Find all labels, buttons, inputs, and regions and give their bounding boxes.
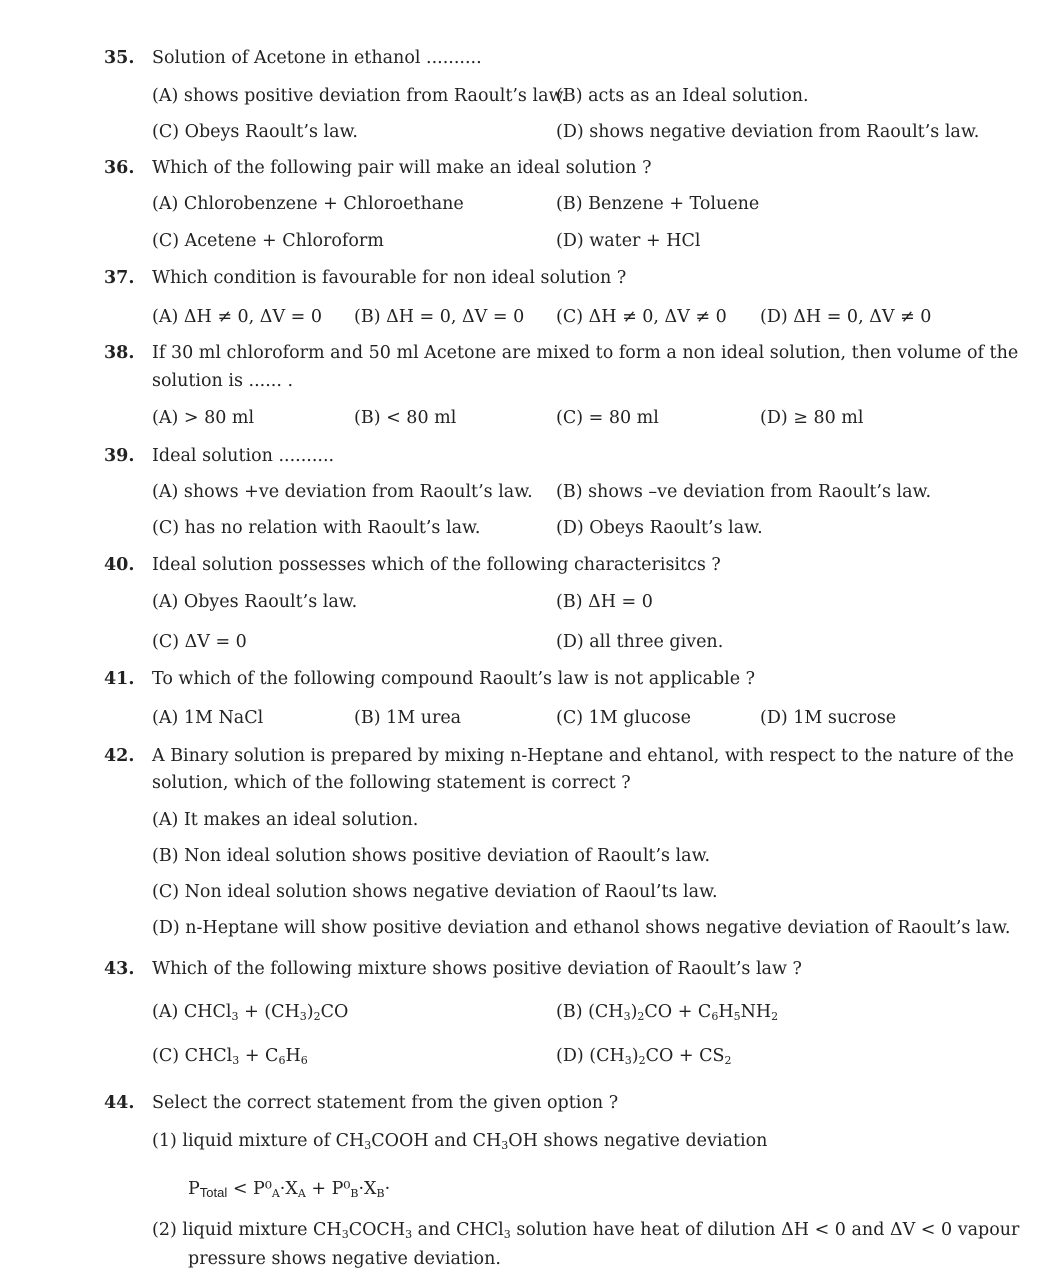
question-stem: Ideal solution .......... [152, 446, 335, 466]
option-c: (C) = 80 ml [556, 408, 659, 428]
option-b: (B) acts as an Ideal solution. [556, 86, 809, 106]
option-a: (A) > 80 ml [152, 408, 255, 428]
option-a: (A) Obyes Raoult’s law. [152, 592, 358, 612]
question-stem: Ideal solution possesses which of the following characterisitcs ? [152, 555, 721, 575]
option-c: (C) ΔH ≠ 0, ΔV ≠ 0 [556, 307, 727, 327]
statement-2-line1: (2) liquid mixture $CH_3COCH_3$ and CHCl$_3$ solution have heat of dilution ΔH < 0 and ΔV < 0 vapour [152, 1220, 1020, 1241]
option-a: (A) ΔH ≠ 0, ΔV = 0 [152, 307, 323, 327]
option-b: (B) 1M urea [354, 708, 462, 728]
question-stem: Which of the following pair will make an ideal solution ? [152, 158, 652, 178]
question-stem-line2: solution is ...... . [152, 371, 294, 391]
statement-2-line2: pressure shows negative deviation. [188, 1249, 501, 1269]
option-c: (C) Obeys Raoult’s law. [152, 122, 358, 142]
statement-1: (1) liquid mixture of $CH_3COOH$ and $CH_3OH$ shows negative deviation [152, 1131, 768, 1152]
option-b: (B) ΔH = 0, ΔV = 0 [354, 307, 525, 327]
question-stem: Solution of Acetone in ethanol .......... [152, 48, 482, 68]
question-stem: To which of the following compound Raoult’s law is not applicable ? [152, 669, 756, 689]
question-number: 41. [104, 669, 135, 689]
question-stem: Select the correct statement from the given option ? [152, 1093, 619, 1113]
option-d: (D) ≥ 80 ml [760, 408, 864, 428]
option-c: (C) Non ideal solution shows negative deviation of Raoul’ts law. [152, 882, 718, 902]
question-stem-line1: A Binary solution is prepared by mixing n-Heptane and ehtanol, with respect to the nature of the [152, 746, 1014, 766]
option-d: (D) 1M sucrose [760, 708, 897, 728]
question-number: 44. [104, 1093, 135, 1113]
option-d: (D) water + HCl [556, 231, 701, 251]
raoult-formula: $P_{Total} < P^0_A\cdot X_A + P^0_B\cdot X_B\cdot$ [188, 1179, 391, 1200]
option-b: (B) < 80 ml [354, 408, 457, 428]
question-number: 38. [104, 343, 135, 363]
option-d: (D) n-Heptane will show positive deviation and ethanol shows negative deviation of Raoult’s law. [152, 918, 1011, 938]
question-stem-line2: solution, which of the following statement is correct ? [152, 773, 631, 793]
question-number: 36. [104, 158, 135, 178]
option-c: (C) 1M glucose [556, 708, 691, 728]
option-b: (B) $(CH_3)_2CO + C_6H_5NH_2$ [556, 1002, 779, 1023]
question-number: 39. [104, 446, 135, 466]
option-d: (D) ΔH = 0, ΔV ≠ 0 [760, 307, 932, 327]
option-a: (A) Chlorobenzene + Chloroethane [152, 194, 464, 214]
option-b: (B) shows –ve deviation from Raoult’s law. [556, 482, 932, 502]
option-c: (C) has no relation with Raoult’s law. [152, 518, 481, 538]
question-number: 42. [104, 746, 135, 766]
option-a: (A) shows +ve deviation from Raoult’s law. [152, 482, 533, 502]
option-c: (C) Acetene + Chloroform [152, 231, 384, 251]
option-d: (D) shows negative deviation from Raoult’s law. [556, 122, 980, 142]
option-a: (A) It makes an ideal solution. [152, 810, 419, 830]
question-stem-line1: If 30 ml chloroform and 50 ml Acetone are mixed to form a non ideal solution, then volume of the [152, 343, 1019, 363]
option-d: (D) all three given. [556, 632, 724, 652]
option-d: (D) Obeys Raoult’s law. [556, 518, 763, 538]
option-a: (A) 1M NaCl [152, 708, 264, 728]
option-b: (B) Non ideal solution shows positive deviation of Raoult’s law. [152, 846, 711, 866]
question-stem: Which condition is favourable for non ideal solution ? [152, 268, 627, 288]
option-d: (D) $(CH_3)_2CO + CS_2$ [556, 1046, 732, 1067]
option-c: (C) ΔV = 0 [152, 632, 247, 652]
question-number: 40. [104, 555, 135, 575]
question-number: 43. [104, 959, 135, 979]
question-number: 37. [104, 268, 135, 288]
option-b: (B) Benzene + Toluene [556, 194, 760, 214]
option-a: (A) shows positive deviation from Raoult’s law. [152, 86, 567, 106]
question-stem: Which of the following mixture shows positive deviation of Raoult’s law ? [152, 959, 802, 979]
option-b: (B) ΔH = 0 [556, 592, 653, 612]
option-a: (A) CHCl$_3$ + $(CH_3)_2CO$ [152, 1002, 349, 1023]
option-c: (C) CHCl$_3$ + $C_6H_6$ [152, 1046, 308, 1067]
question-number: 35. [104, 48, 135, 68]
